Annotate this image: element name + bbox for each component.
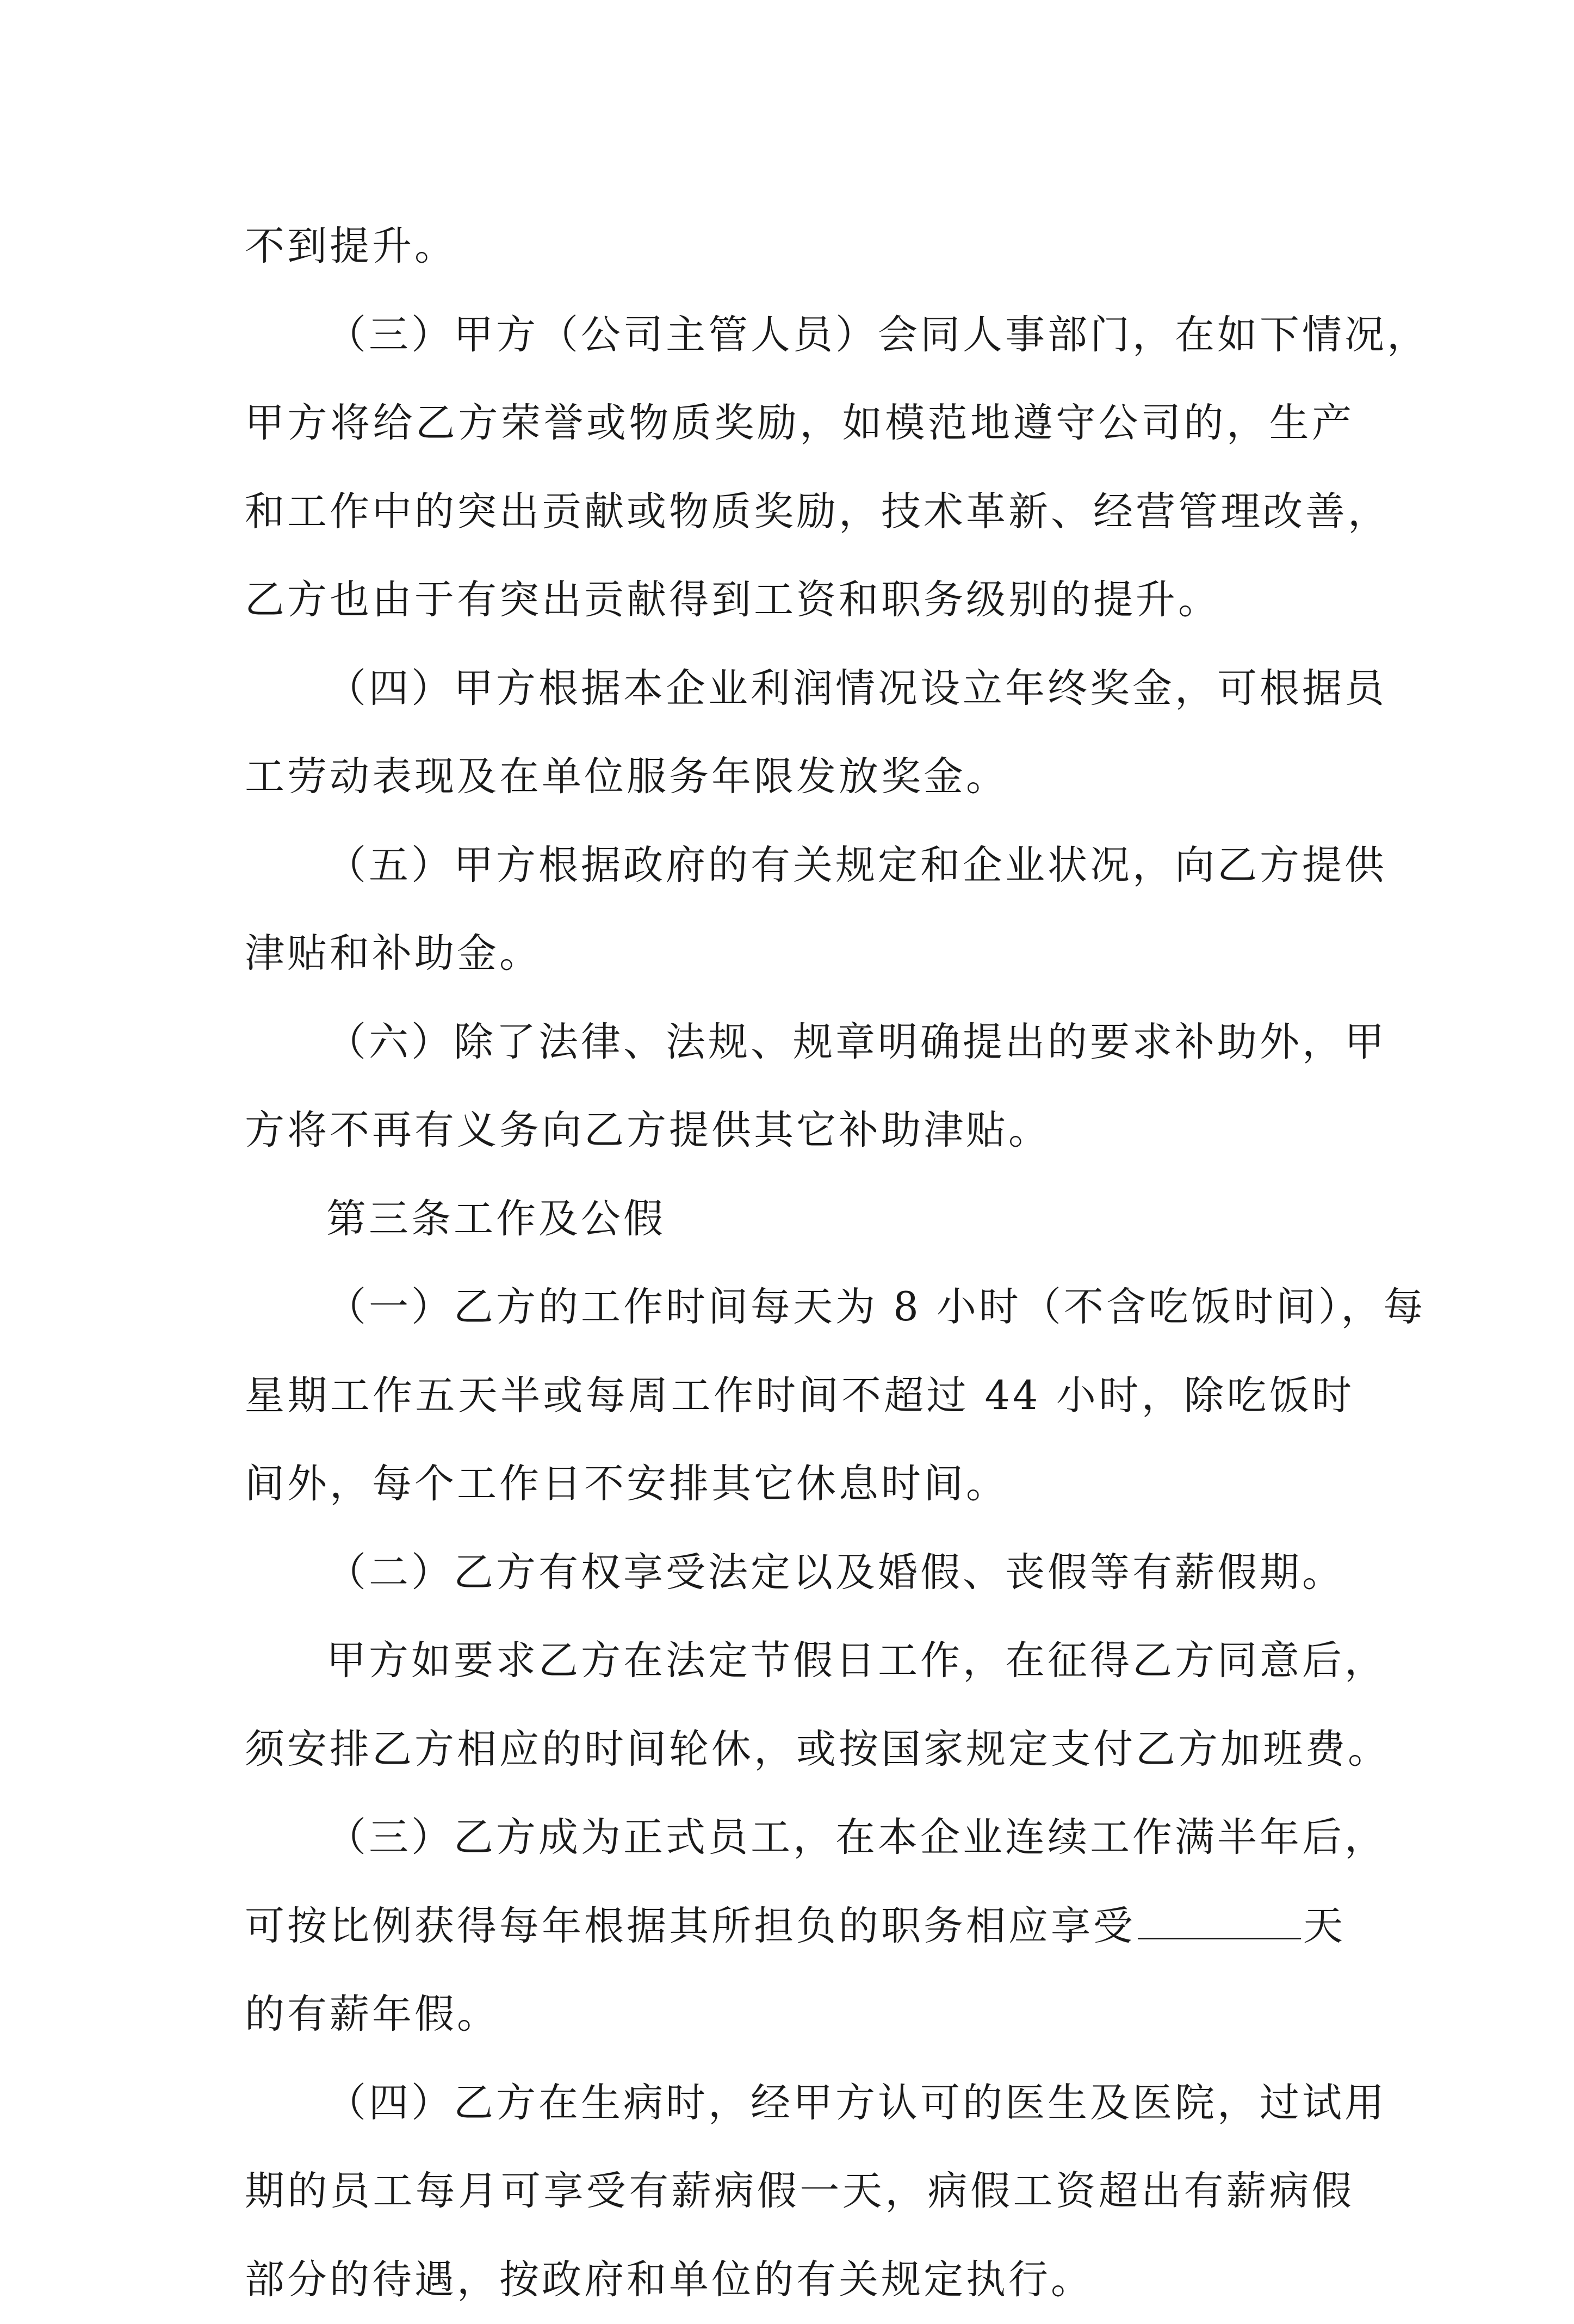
paragraph-line: （二）乙方有权享受法定以及婚假、丧假等有薪假期。 (245, 1529, 1354, 1617)
paragraph-line: 津贴和补助金。 (245, 910, 1354, 998)
section-heading: 第三条工作及公假 (245, 1175, 1354, 1264)
paragraph-line: 工劳动表现及在单位服务年限发放奖金。 (245, 733, 1354, 821)
paragraph-line: 期的员工每月可享受有薪病假一天，病假工资超出有薪病假 (245, 2147, 1354, 2236)
paragraph-line: 须安排乙方相应的时间轮休，或按国家规定支付乙方加班费。 (245, 1705, 1354, 1794)
paragraph-line: （三）甲方（公司主管人员）会同人事部门，在如下情况， (245, 291, 1354, 380)
paragraph-line: 乙方也由于有突出贡献得到工资和职务级别的提升。 (245, 556, 1354, 645)
paragraph-line: （六）除了法律、法规、规章明确提出的要求补助外，甲 (245, 998, 1354, 1087)
paragraph-line: （三）乙方成为正式员工，在本企业连续工作满半年后， (245, 1794, 1354, 1882)
paragraph-line: （四）乙方在生病时，经甲方认可的医生及医院，过试用 (245, 2059, 1354, 2148)
paragraph-line: （五）甲方根据政府的有关规定和企业状况，向乙方提供 (245, 821, 1354, 910)
paragraph-line: （四）甲方根据本企业利润情况设立年终奖金，可根据员 (245, 645, 1354, 733)
paragraph-line-text: 天 (1303, 1903, 1346, 1949)
paragraph-line: 星期工作五天半或每周工作时间不超过 44 小时，除吃饭时 (245, 1352, 1354, 1441)
paragraph-line: 的有薪年假。 (245, 1970, 1354, 2059)
paragraph-line: 甲方如要求乙方在法定节假日工作，在征得乙方同意后， (245, 1617, 1354, 1705)
paragraph-line: （一）乙方的工作时间每天为 8 小时（不含吃饭时间），每 (245, 1263, 1354, 1352)
paragraph-line: 部分的待遇，按政府和单位的有关规定执行。 (245, 2236, 1354, 2324)
paragraph-line: 间外，每个工作日不安排其它休息时间。 (245, 1440, 1354, 1529)
paragraph-line: 甲方将给乙方荣誉或物质奖励，如模范地遵守公司的，生产 (245, 379, 1354, 468)
paragraph-line: 和工作中的突出贡献或物质奖励，技术革新、经营管理改善， (245, 468, 1354, 557)
paragraph-line: 方将不再有义务向乙方提供其它补助津贴。 (245, 1086, 1354, 1175)
paragraph-line (245, 1882, 1354, 1971)
document-body (245, 202, 1354, 2324)
paragraph-line: 不到提升。 (245, 202, 1354, 291)
paragraph-line-text: 可按比例获得每年根据其所担负的职务相应享受 (245, 1903, 1136, 1949)
fill-in-blank[interactable] (1138, 1934, 1301, 1939)
